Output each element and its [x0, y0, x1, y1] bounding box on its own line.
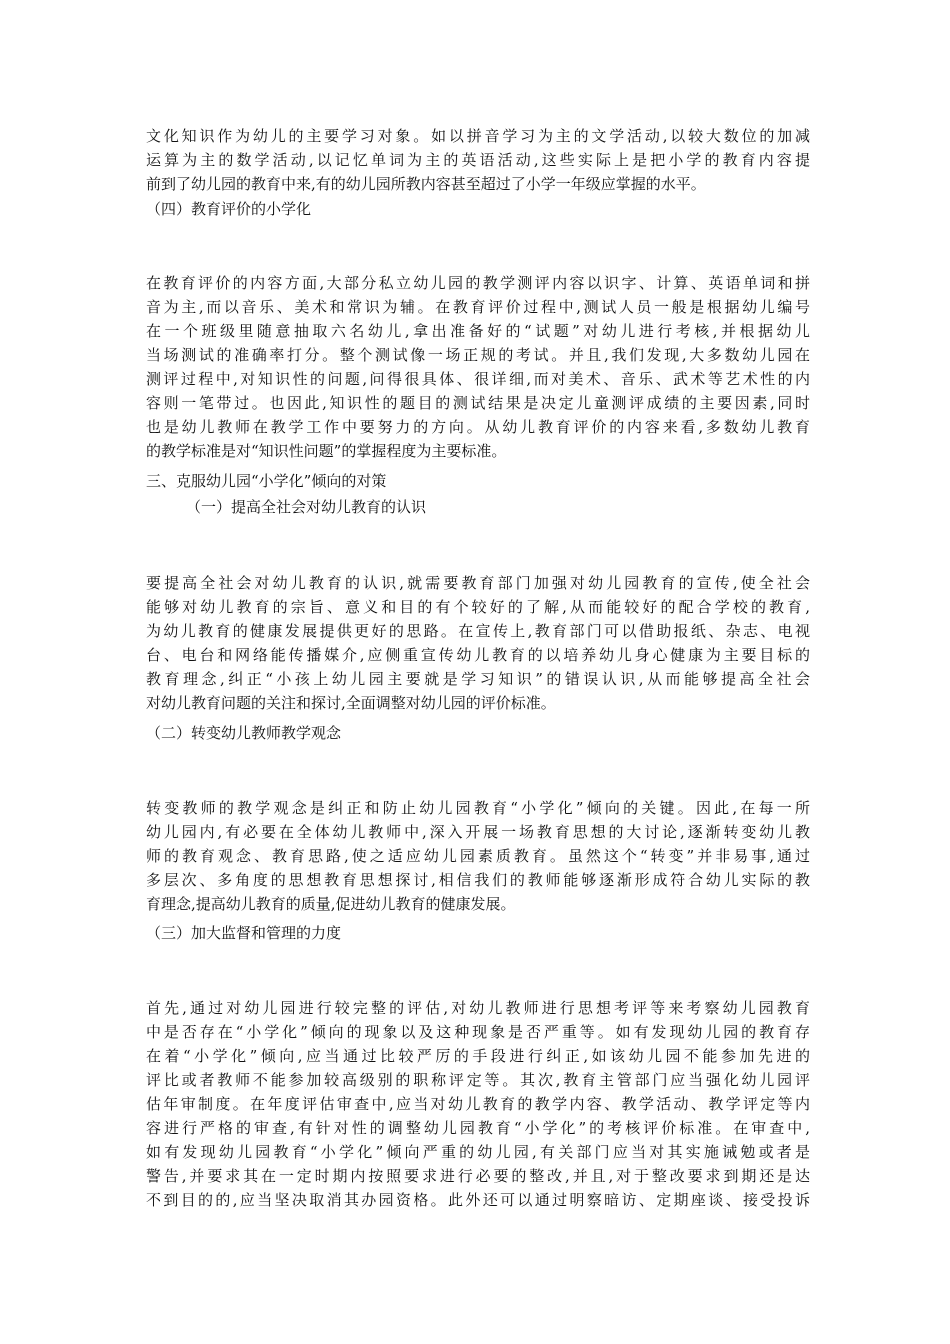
paragraph-line: 为幼儿教育的健康发展提供更好的思路。在宣传上,教育部门可以借助报纸、杂志、电视 — [146, 622, 810, 640]
body-paragraph — [146, 996, 810, 1212]
paragraph-line: 幼儿园内,有必要在全体幼儿教师中,深入开展一场教育思想的大讨论,逐渐转变幼儿教 — [146, 823, 810, 841]
paragraph-line: 容进行严格的审查,有针对性的调整幼儿园教育“小学化”的考核评价标准。在审查中, — [146, 1119, 810, 1137]
body-paragraph — [146, 796, 810, 916]
paragraph-line: 转变教师的教学观念是纠正和防止幼儿园教育“小学化”倾向的关键。因此,在每一所 — [146, 799, 810, 817]
paragraph-line: 在着“小学化”倾向,应当通过比较严厉的手段进行纠正,如该幼儿园不能参加先进的 — [146, 1047, 810, 1065]
body-paragraph — [146, 124, 810, 196]
heading-text: 三、克服幼儿园“小学化”倾向的对策 — [146, 472, 387, 490]
paragraph-line: 音为主,而以音乐、美术和常识为辅。在教育评价过程中,测试人员一般是根据幼儿编号 — [146, 298, 810, 316]
paragraph-line: 也是幼儿教师在教学工作中要努力的方向。从幼儿教育评价的内容来看,多数幼儿教育 — [146, 418, 810, 436]
paragraph-line: 不到目的的,应当坚决取消其办园资格。此外还可以通过明察暗访、定期座谈、接受投诉 — [146, 1191, 810, 1209]
paragraph-line: 在教育评价的内容方面,大部分私立幼儿园的教学测评内容以识字、计算、英语单词和拼 — [146, 274, 810, 292]
body-paragraph — [146, 571, 810, 715]
paragraph-line: 估年审制度。在年度评估审查中,应当对幼儿教育的教学内容、教学活动、教学评定等内 — [146, 1095, 810, 1113]
subsection-heading — [146, 921, 810, 945]
paragraph-line: 警告,并要求其在一定时期内按照要求进行必要的整改,并且,对于整改要求到期还是达 — [146, 1167, 810, 1185]
paragraph-line: 测评过程中,对知识性的问题,问得很具体、很详细,而对美术、音乐、武术等艺术性的内 — [146, 370, 810, 388]
heading-text: （一）提高全社会对幼儿教育的认识 — [186, 498, 427, 516]
section-heading — [146, 197, 810, 221]
paragraph-line: 当场测试的准确率打分。整个测试像一场正规的考试。并且,我们发现,大多数幼儿园在 — [146, 346, 810, 364]
paragraph-line: 对幼儿教育问题的关注和探讨,全面调整对幼儿园的评价标准。 — [146, 694, 556, 712]
paragraph-line: 在一个班级里随意抽取六名幼儿,拿出准备好的“试题”对幼儿进行考核,并根据幼儿 — [146, 322, 810, 340]
paragraph-line: 台、电台和网络能传播媒介,应侧重宣传幼儿教育的以培养幼儿身心健康为主要目标的 — [146, 646, 810, 664]
paragraph-line: 容则一笔带过。也因此,知识性的题目的测试结果是决定儿童测评成绩的主要因素,同时 — [146, 394, 810, 412]
paragraph-line: 能够对幼儿教育的宗旨、意义和目的有个较好的了解,从而能较好的配合学校的教育, — [146, 598, 810, 616]
paragraph-line: 中是否存在“小学化”倾向的现象以及这种现象是否严重等。如有发现幼儿园的教育存 — [146, 1023, 810, 1041]
paragraph-line: 多层次、多角度的思想教育思想探讨,相信我们的教师能够逐渐形成符合幼儿实际的教 — [146, 871, 810, 889]
paragraph-line: 要提高全社会对幼儿教育的认识,就需要教育部门加强对幼儿园教育的宣传,使全社会 — [146, 574, 810, 592]
paragraph-line: 的教学标准是对“知识性问题”的掌握程度为主要标准。 — [146, 442, 507, 460]
subsection-heading — [146, 495, 810, 519]
heading-text: （四）教育评价的小学化 — [146, 200, 312, 218]
paragraph-line: 文化知识作为幼儿的主要学习对象。如以拼音学习为主的文学活动,以较大数位的加减 — [146, 127, 810, 145]
body-paragraph — [146, 271, 810, 463]
paragraph-line: 前到了幼儿园的教育中来,有的幼儿园所教内容甚至超过了小学一年级应掌握的水平。 — [146, 175, 706, 193]
subsection-heading — [146, 721, 810, 745]
paragraph-line: 师的教育观念、教育思路,使之适应幼儿园素质教育。虽然这个“转变”并非易事,通过 — [146, 847, 810, 865]
paragraph-line: 首先,通过对幼儿园进行较完整的评估,对幼儿教师进行思想考评等来考察幼儿园教育 — [146, 999, 810, 1017]
paragraph-line: 如有发现幼儿园教育“小学化”倾向严重的幼儿园,有关部门应当对其实施诫勉或者是 — [146, 1143, 810, 1161]
heading-text: （二）转变幼儿教师教学观念 — [146, 724, 342, 742]
paragraph-line: 教育理念,纠正“小孩上幼儿园主要就是学习知识”的错误认识,从而能够提高全社会 — [146, 670, 810, 688]
paragraph-line: 评比或者教师不能参加较高级别的职称评定等。其次,教育主管部门应当强化幼儿园评 — [146, 1071, 810, 1089]
heading-text: （三）加大监督和管理的力度 — [146, 924, 342, 942]
paragraph-line: 运算为主的数学活动,以记忆单词为主的英语活动,这些实际上是把小学的教育内容提 — [146, 151, 810, 169]
paragraph-line: 育理念,提高幼儿教育的质量,促进幼儿教育的健康发展。 — [146, 895, 516, 913]
section-heading — [146, 469, 810, 493]
